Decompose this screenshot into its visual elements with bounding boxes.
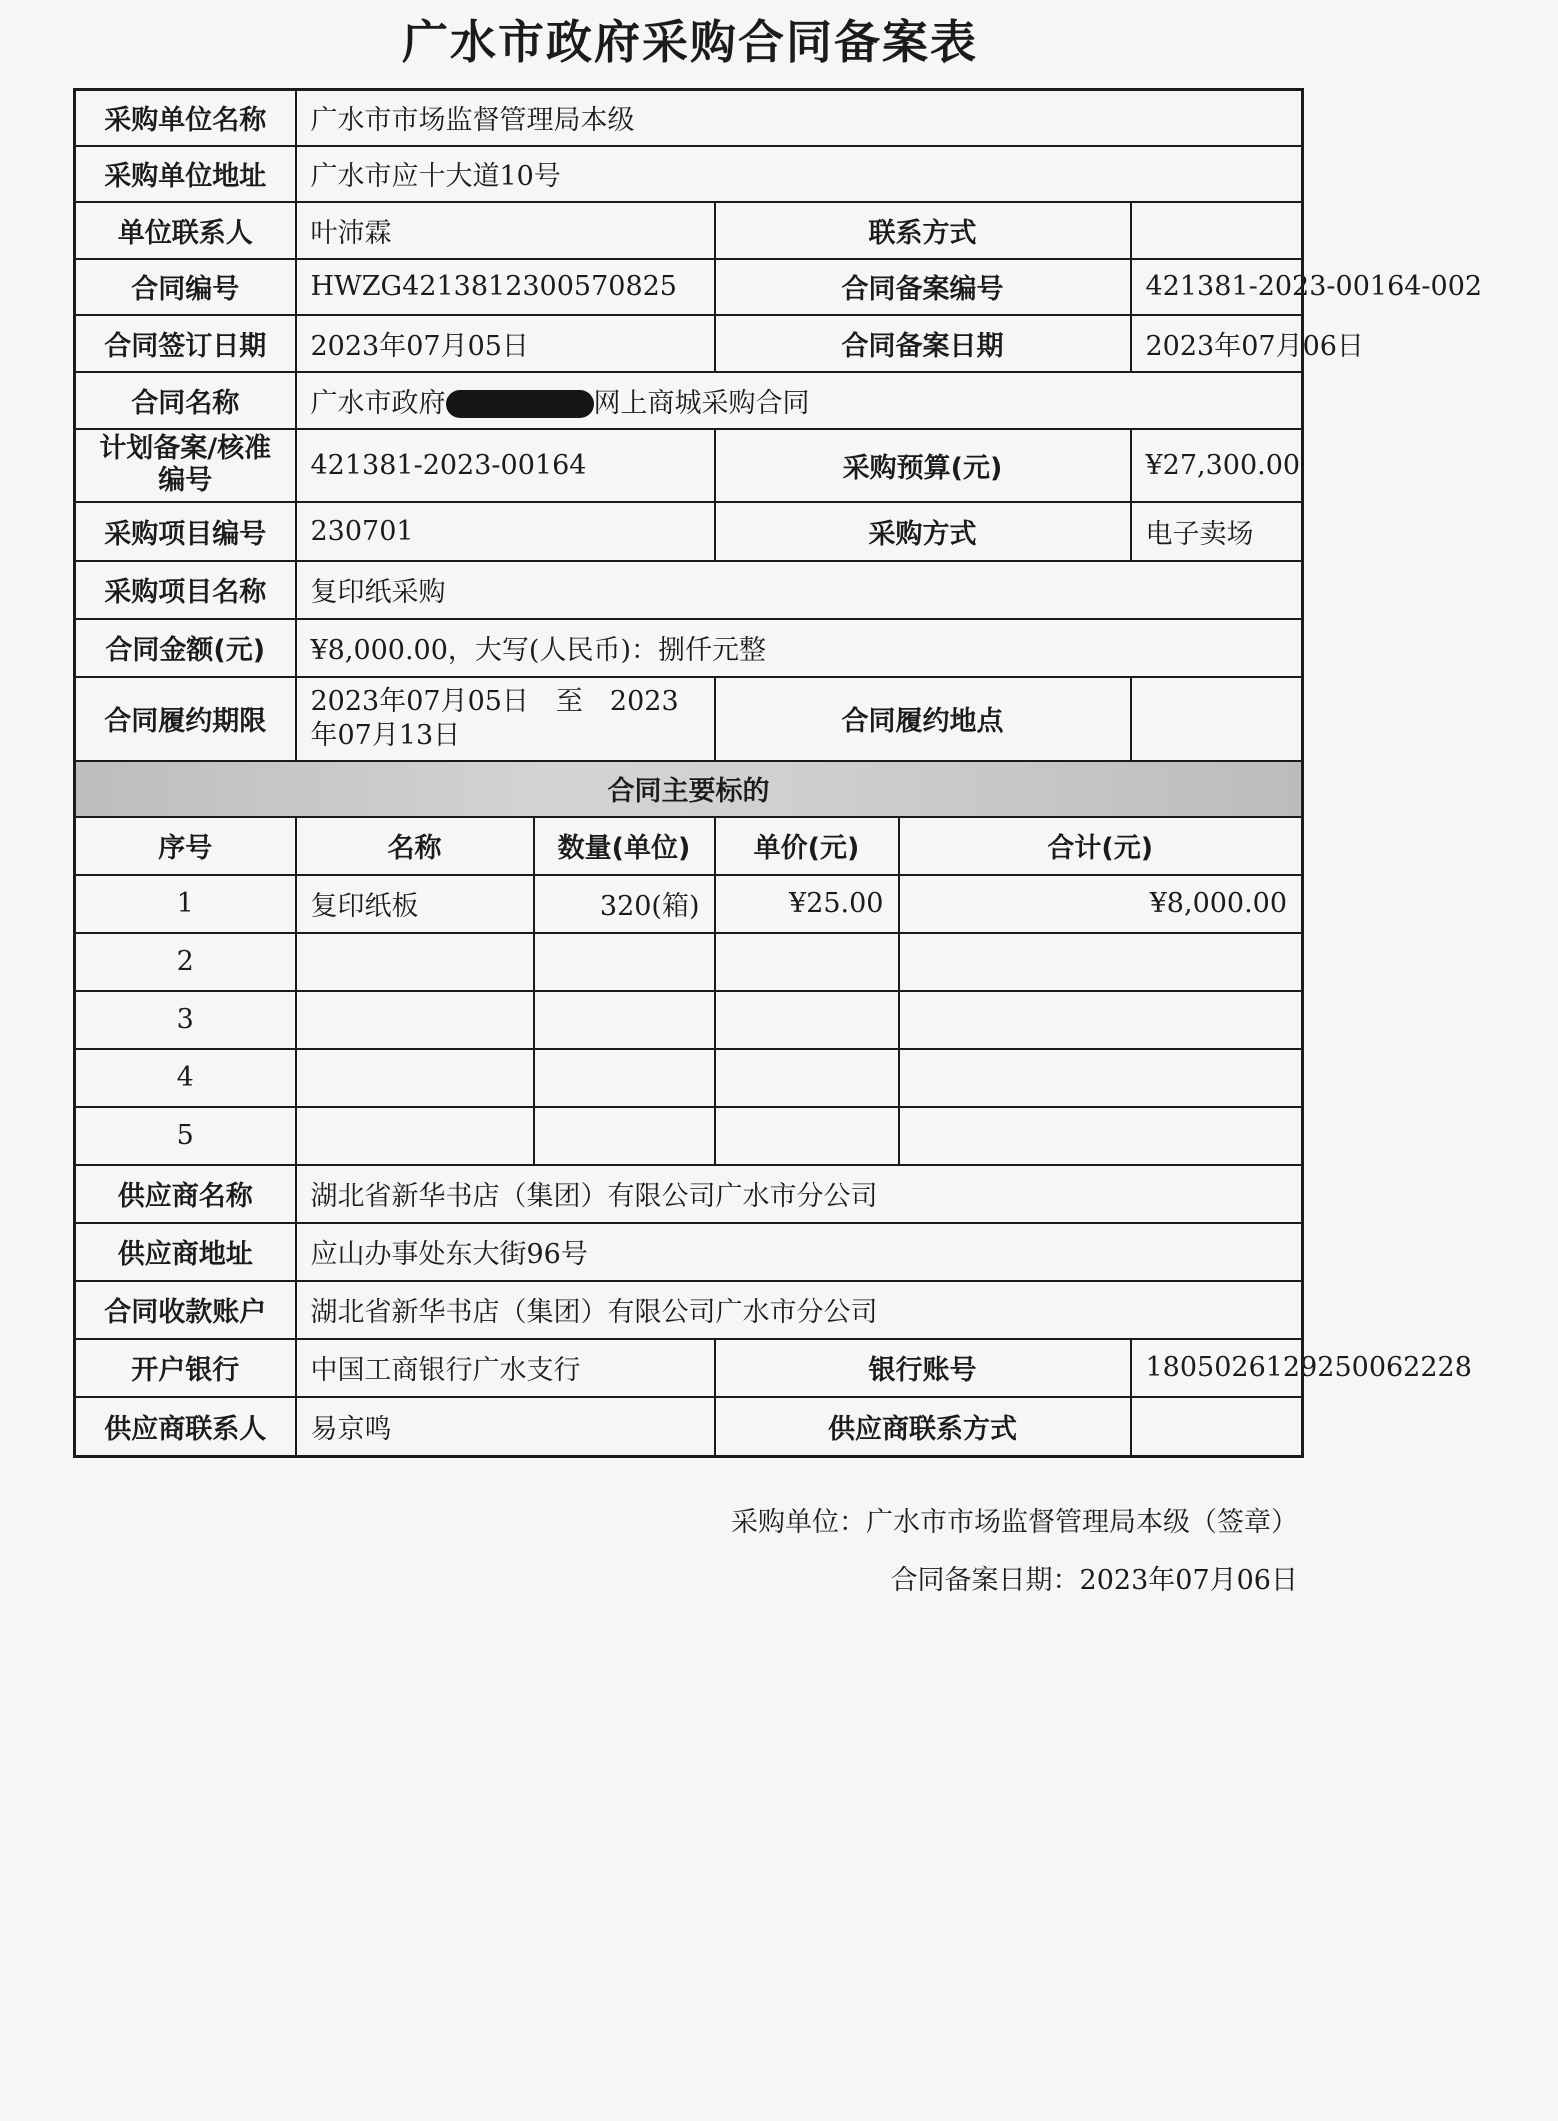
value-supplier-contact: 易京鸣 [296, 1397, 715, 1457]
label-contract-name: 合同名称 [75, 372, 296, 429]
item-qty [534, 1107, 715, 1165]
value-contact-person: 叶沛霖 [296, 202, 715, 259]
row-plan-budget [75, 429, 1303, 502]
row-items-header [75, 761, 1303, 817]
value-project-no: 230701 [296, 502, 715, 561]
item-index: 1 [75, 875, 296, 933]
label-supplier-contact-method: 供应商联系方式 [715, 1397, 1131, 1457]
row-period-place [75, 677, 1303, 761]
contract-name-suffix: 网上商城采购合同 [593, 387, 810, 419]
value-place [1131, 677, 1303, 761]
row-supplier-contact [75, 1397, 1303, 1457]
item-qty [534, 991, 715, 1049]
label-project-no: 采购项目编号 [75, 502, 296, 561]
col-name: 名称 [296, 817, 534, 875]
item-name [296, 1049, 534, 1107]
value-supplier-name: 湖北省新华书店（集团）有限公司广水市分公司 [296, 1165, 1303, 1223]
label-place: 合同履约地点 [715, 677, 1131, 761]
items-section-header: 合同主要标的 [75, 761, 1303, 817]
value-purchaser-address: 广水市应十大道10号 [296, 146, 1303, 202]
purchaser-signature-line: 采购单位：广水市市场监督管理局本级（签章） [731, 1507, 1298, 1538]
contract-name-prefix: 广水市政府 [310, 387, 446, 419]
item-index: 4 [75, 1049, 296, 1107]
value-budget: ¥27,300.00 [1131, 429, 1303, 502]
item-total [899, 991, 1303, 1049]
item-qty [534, 933, 715, 991]
label-supplier-contact: 供应商联系人 [75, 1397, 296, 1457]
item-price: ¥25.00 [715, 875, 899, 933]
item-name [296, 991, 534, 1049]
label-amount: 合同金额(元) [75, 619, 296, 677]
label-contact-person: 单位联系人 [75, 202, 296, 259]
value-bank: 中国工商银行广水支行 [296, 1339, 715, 1397]
item-total [899, 1049, 1303, 1107]
label-supplier-address: 供应商地址 [75, 1223, 296, 1281]
row-project-name [75, 561, 1303, 619]
label-filing-no: 合同备案编号 [715, 259, 1131, 315]
item-qty [534, 1049, 715, 1107]
row-contract-no [75, 259, 1303, 315]
row-dates [75, 315, 1303, 372]
row-supplier-address [75, 1223, 1303, 1281]
col-qty: 数量(单位) [534, 817, 715, 875]
item-name [296, 933, 534, 991]
col-index: 序号 [75, 817, 296, 875]
label-project-name: 采购项目名称 [75, 561, 296, 619]
value-project-name: 复印纸采购 [296, 561, 1303, 619]
item-qty: 320(箱) [534, 875, 715, 933]
label-budget: 采购预算(元) [715, 429, 1131, 502]
value-bank-account: 1805026129250062228 [1131, 1339, 1303, 1397]
value-period: 2023年07月05日 至 2023年07月13日 [296, 677, 715, 761]
table-row [75, 1049, 1303, 1107]
value-contact-method [1131, 202, 1303, 259]
footer-filing-date: 合同备案日期：2023年07月06日 [890, 1565, 1298, 1596]
label-bank-account: 银行账号 [715, 1339, 1131, 1397]
value-contract-name [296, 372, 1303, 429]
label-purchaser-address: 采购单位地址 [75, 146, 296, 202]
row-contract-name [75, 372, 1303, 429]
label-filing-date: 合同备案日期 [715, 315, 1131, 372]
table-row [75, 991, 1303, 1049]
row-purchaser-address [75, 146, 1303, 202]
item-total [899, 1107, 1303, 1165]
label-purchaser-name: 采购单位名称 [75, 90, 296, 146]
label-sign-date: 合同签订日期 [75, 315, 296, 372]
value-filing-date: 2023年07月06日 [1131, 315, 1303, 372]
item-total [899, 933, 1303, 991]
redaction-mark [446, 390, 594, 418]
value-supplier-contact-method [1131, 1397, 1303, 1457]
value-method: 电子卖场 [1131, 502, 1303, 561]
contract-filing-table [73, 88, 1483, 1458]
item-name: 复印纸板 [296, 875, 534, 933]
value-supplier-address: 应山办事处东大街96号 [296, 1223, 1303, 1281]
item-index: 2 [75, 933, 296, 991]
row-amount [75, 619, 1303, 677]
col-total: 合计(元) [899, 817, 1303, 875]
item-total: ¥8,000.00 [899, 875, 1303, 933]
label-contract-no: 合同编号 [75, 259, 296, 315]
label-period: 合同履约期限 [75, 677, 296, 761]
item-index: 3 [75, 991, 296, 1049]
label-account: 合同收款账户 [75, 1281, 296, 1339]
value-filing-no: 421381-2023-00164-002 [1131, 259, 1303, 315]
item-index: 5 [75, 1107, 296, 1165]
value-contract-no: HWZG4213812300570825 [296, 259, 715, 315]
value-purchaser-name: 广水市市场监督管理局本级 [296, 90, 1303, 146]
col-price: 单价(元) [715, 817, 899, 875]
value-plan-no: 421381-2023-00164 [296, 429, 715, 502]
table-row [75, 875, 1303, 933]
table-row [75, 1107, 1303, 1165]
item-price [715, 1107, 899, 1165]
item-price [715, 991, 899, 1049]
row-supplier-name [75, 1165, 1303, 1223]
value-sign-date: 2023年07月05日 [296, 315, 715, 372]
item-price [715, 1049, 899, 1107]
item-price [715, 933, 899, 991]
value-amount: ¥8,000.00，大写(人民币)：捌仟元整 [296, 619, 1303, 677]
label-supplier-name: 供应商名称 [75, 1165, 296, 1223]
label-contact-method: 联系方式 [715, 202, 1131, 259]
row-contact [75, 202, 1303, 259]
item-name [296, 1107, 534, 1165]
label-method: 采购方式 [715, 502, 1131, 561]
row-project-method [75, 502, 1303, 561]
row-purchaser-name [75, 90, 1303, 146]
row-items-columns [75, 817, 1303, 875]
label-plan-no: 计划备案/核准编号 [75, 429, 296, 502]
document-title: 广水市政府采购合同备案表 [402, 15, 978, 69]
row-account [75, 1281, 1303, 1339]
row-bank [75, 1339, 1303, 1397]
label-bank: 开户银行 [75, 1339, 296, 1397]
value-account: 湖北省新华书店（集团）有限公司广水市分公司 [296, 1281, 1303, 1339]
table-row [75, 933, 1303, 991]
